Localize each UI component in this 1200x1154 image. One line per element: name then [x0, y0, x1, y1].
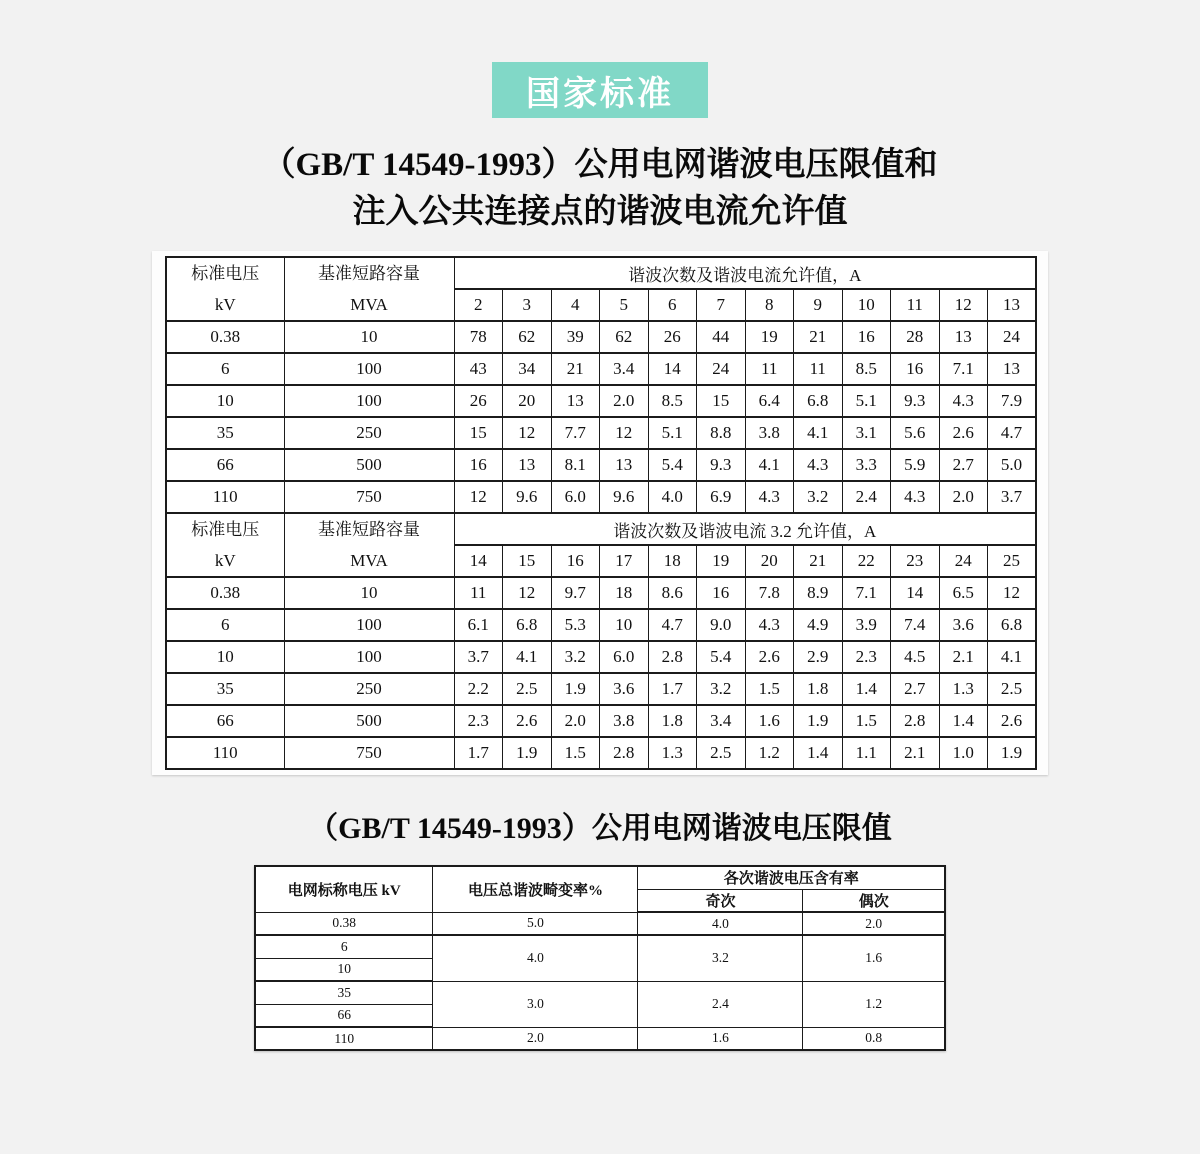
- harmonic-order-cell: 22: [842, 545, 891, 577]
- value-cell: 4.1: [794, 417, 843, 449]
- value-cell: 20: [503, 385, 552, 417]
- value-cell: 1.8: [794, 673, 843, 705]
- mva-cell: 750: [284, 737, 454, 769]
- value-cell: 2.7: [939, 449, 988, 481]
- value-cell: 39: [551, 321, 600, 353]
- value-cell: 6.5: [939, 577, 988, 609]
- value-cell: 1.8: [648, 705, 697, 737]
- value-cell: 6.0: [600, 641, 649, 673]
- harmonic-order-cell: 23: [891, 545, 940, 577]
- value-cell: 4.3: [891, 481, 940, 513]
- value-cell: 78: [454, 321, 503, 353]
- kv-cell: 66: [255, 1004, 433, 1027]
- table-row: [166, 385, 1036, 417]
- value-cell: 7.7: [551, 417, 600, 449]
- harmonic-order-cell: 3: [503, 289, 552, 321]
- table-row: [166, 321, 1036, 353]
- value-cell: 62: [503, 321, 552, 353]
- table-panel: [152, 251, 1048, 775]
- value-cell: 10: [600, 609, 649, 641]
- value-cell: 13: [939, 321, 988, 353]
- kv-cell: 6: [255, 935, 433, 958]
- value-cell: 7.9: [988, 385, 1037, 417]
- value-cell: 1.3: [648, 737, 697, 769]
- kv-cell: 35: [255, 981, 433, 1004]
- standard-voltage-column-header: [166, 257, 284, 321]
- value-cell: 2.6: [503, 705, 552, 737]
- value-cell: 3.6: [939, 609, 988, 641]
- odd-value-cell: 2.4: [638, 981, 803, 1027]
- thd-column-header: 电压总谐波畸变率%: [433, 866, 638, 912]
- value-cell: 15: [454, 417, 503, 449]
- value-cell: 6.9: [697, 481, 746, 513]
- value-cell: 7.1: [939, 353, 988, 385]
- value-cell: 14: [891, 577, 940, 609]
- table-header-row: [255, 866, 945, 889]
- value-cell: 2.9: [794, 641, 843, 673]
- thd-cell: 5.0: [433, 912, 638, 935]
- value-cell: 44: [697, 321, 746, 353]
- mva-cell: 100: [284, 641, 454, 673]
- odd-value-cell: 4.0: [638, 912, 803, 935]
- value-cell: 4.7: [988, 417, 1037, 449]
- value-cell: 2.0: [551, 705, 600, 737]
- value-cell: 8.9: [794, 577, 843, 609]
- value-cell: 26: [454, 385, 503, 417]
- value-cell: 16: [891, 353, 940, 385]
- table-row: [255, 1027, 945, 1050]
- kv-cell: 6: [166, 353, 284, 385]
- kv-cell: 66: [166, 705, 284, 737]
- value-cell: 3.2: [697, 673, 746, 705]
- value-cell: 8.8: [697, 417, 746, 449]
- value-cell: 2.0: [600, 385, 649, 417]
- value-cell: 2.8: [648, 641, 697, 673]
- value-cell: 3.4: [600, 353, 649, 385]
- short-circuit-capacity-column-header: [284, 513, 454, 577]
- value-cell: 13: [988, 353, 1037, 385]
- value-cell: 1.4: [939, 705, 988, 737]
- standard-voltage-column-header: [166, 513, 284, 577]
- page: [0, 62, 1200, 1051]
- value-cell: 21: [551, 353, 600, 385]
- value-cell: 15: [697, 385, 746, 417]
- kv-cell: 35: [166, 673, 284, 705]
- value-cell: 9.3: [697, 449, 746, 481]
- value-cell: 1.2: [745, 737, 794, 769]
- value-cell: 1.0: [939, 737, 988, 769]
- table-row: [166, 673, 1036, 705]
- value-cell: 8.5: [842, 353, 891, 385]
- value-cell: 3.1: [842, 417, 891, 449]
- harmonic-order-cell: 13: [988, 289, 1037, 321]
- value-cell: 1.9: [794, 705, 843, 737]
- value-cell: 9.3: [891, 385, 940, 417]
- table-row: [166, 609, 1036, 641]
- kv-cell: 0.38: [255, 912, 433, 935]
- value-cell: 12: [600, 417, 649, 449]
- harmonic-order-cell: 12: [939, 289, 988, 321]
- value-cell: 2.0: [939, 481, 988, 513]
- value-cell: 2.8: [891, 705, 940, 737]
- harmonic-order-cell: 24: [939, 545, 988, 577]
- harmonic-order-cell: 15: [503, 545, 552, 577]
- value-cell: 5.9: [891, 449, 940, 481]
- value-cell: 5.1: [842, 385, 891, 417]
- value-cell: 6.1: [454, 609, 503, 641]
- value-cell: 2.5: [503, 673, 552, 705]
- value-cell: 1.9: [551, 673, 600, 705]
- document-title-line-2: 注入公共连接点的谐波电流允许值: [352, 194, 848, 230]
- value-cell: 3.2: [551, 641, 600, 673]
- value-cell: 1.9: [988, 737, 1037, 769]
- value-cell: 2.6: [939, 417, 988, 449]
- voltage-limit-table-body: [255, 912, 945, 1050]
- header-line: 标准电压: [191, 264, 260, 283]
- value-cell: 12: [503, 417, 552, 449]
- mva-cell: 100: [284, 385, 454, 417]
- value-cell: 1.7: [454, 737, 503, 769]
- value-cell: 9.6: [600, 481, 649, 513]
- value-cell: 11: [794, 353, 843, 385]
- value-cell: 1.5: [842, 705, 891, 737]
- mva-cell: 750: [284, 481, 454, 513]
- kv-cell: 10: [166, 385, 284, 417]
- value-cell: 8.5: [648, 385, 697, 417]
- value-cell: 43: [454, 353, 503, 385]
- value-cell: 1.3: [939, 673, 988, 705]
- harmonic-order-cell: 19: [697, 545, 746, 577]
- header-line: kV: [214, 551, 236, 570]
- value-cell: 24: [988, 321, 1037, 353]
- value-cell: 3.7: [454, 641, 503, 673]
- value-cell: 5.4: [697, 641, 746, 673]
- table-row: [166, 577, 1036, 609]
- value-cell: 16: [454, 449, 503, 481]
- kv-cell: 10: [166, 641, 284, 673]
- mva-cell: 250: [284, 417, 454, 449]
- value-cell: 13: [551, 385, 600, 417]
- value-cell: 5.4: [648, 449, 697, 481]
- value-cell: 5.0: [988, 449, 1037, 481]
- value-cell: 12: [988, 577, 1037, 609]
- mva-cell: 10: [284, 321, 454, 353]
- value-cell: 1.4: [842, 673, 891, 705]
- odd-value-cell: 1.6: [638, 1027, 803, 1050]
- value-cell: 12: [454, 481, 503, 513]
- value-cell: 1.9: [503, 737, 552, 769]
- value-cell: 7.1: [842, 577, 891, 609]
- header-line: 基准短路容量: [318, 520, 420, 539]
- harmonic-order-cell: 21: [794, 545, 843, 577]
- value-cell: 8.6: [648, 577, 697, 609]
- value-cell: 4.1: [503, 641, 552, 673]
- voltage-limit-title: （GB/T 14549-1993）公用电网谐波电压限值: [308, 812, 892, 845]
- table-header-row: [166, 513, 1036, 545]
- kv-cell: 6: [166, 609, 284, 641]
- value-cell: 2.7: [891, 673, 940, 705]
- value-cell: 4.3: [939, 385, 988, 417]
- value-cell: 5.3: [551, 609, 600, 641]
- value-cell: 1.4: [794, 737, 843, 769]
- harmonic-order-cell: 5: [600, 289, 649, 321]
- table-row: [166, 641, 1036, 673]
- kv-cell: 110: [255, 1027, 433, 1050]
- even-value-cell: 0.8: [803, 1027, 945, 1050]
- table-row: [166, 737, 1036, 769]
- harmonic-current-table: [165, 256, 1037, 770]
- header-line: 标准电压: [191, 520, 260, 539]
- value-cell: 9.0: [697, 609, 746, 641]
- value-cell: 4.5: [891, 641, 940, 673]
- value-cell: 4.1: [745, 449, 794, 481]
- odd-order-column-header: 奇次: [638, 889, 803, 912]
- harmonic-order-cell: 25: [988, 545, 1037, 577]
- value-cell: 8.1: [551, 449, 600, 481]
- value-cell: 4.3: [745, 609, 794, 641]
- value-cell: 62: [600, 321, 649, 353]
- value-cell: 2.8: [600, 737, 649, 769]
- value-cell: 3.6: [600, 673, 649, 705]
- value-cell: 3.4: [697, 705, 746, 737]
- harmonic-order-cell: 11: [891, 289, 940, 321]
- value-cell: 3.2: [794, 481, 843, 513]
- harmonic-order-cell: 17: [600, 545, 649, 577]
- harmonic-order-cell: 10: [842, 289, 891, 321]
- national-standard-badge: 国家标准: [492, 62, 708, 118]
- even-order-column-header: 偶次: [803, 889, 945, 912]
- header-line: MVA: [350, 551, 388, 570]
- value-cell: 6.4: [745, 385, 794, 417]
- harmonic-order-cell: 4: [551, 289, 600, 321]
- value-cell: 2.2: [454, 673, 503, 705]
- value-cell: 13: [600, 449, 649, 481]
- thd-cell: 4.0: [433, 935, 638, 981]
- value-cell: 4.7: [648, 609, 697, 641]
- table-row: [166, 705, 1036, 737]
- kv-cell: 66: [166, 449, 284, 481]
- odd-value-cell: 3.2: [638, 935, 803, 981]
- mva-cell: 10: [284, 577, 454, 609]
- header-line: MVA: [350, 295, 388, 314]
- grid-voltage-column-header: 电网标称电压 kV: [255, 866, 433, 912]
- harmonic-order-cell: 8: [745, 289, 794, 321]
- value-cell: 28: [891, 321, 940, 353]
- value-cell: 2.6: [988, 705, 1037, 737]
- value-cell: 2.5: [988, 673, 1037, 705]
- value-cell: 9.6: [503, 481, 552, 513]
- harmonic-order-cell: 9: [794, 289, 843, 321]
- value-cell: 11: [745, 353, 794, 385]
- harmonic-current-table-body: [166, 257, 1036, 769]
- value-cell: 4.0: [648, 481, 697, 513]
- even-value-cell: 1.6: [803, 935, 945, 981]
- harmonic-order-cell: 18: [648, 545, 697, 577]
- value-cell: 13: [503, 449, 552, 481]
- mva-cell: 500: [284, 449, 454, 481]
- harmonic-order-cell: 20: [745, 545, 794, 577]
- value-cell: 7.8: [745, 577, 794, 609]
- value-cell: 1.6: [745, 705, 794, 737]
- harmonic-order-cell: 2: [454, 289, 503, 321]
- harmonic-span-header: 谐波次数及谐波电流允许值，A: [454, 257, 1036, 289]
- even-value-cell: 1.2: [803, 981, 945, 1027]
- mva-cell: 100: [284, 609, 454, 641]
- value-cell: 9.7: [551, 577, 600, 609]
- value-cell: 3.9: [842, 609, 891, 641]
- value-cell: 2.1: [891, 737, 940, 769]
- thd-cell: 2.0: [433, 1027, 638, 1050]
- value-cell: 3.3: [842, 449, 891, 481]
- value-cell: 6.8: [503, 609, 552, 641]
- value-cell: 2.3: [842, 641, 891, 673]
- short-circuit-capacity-column-header: [284, 257, 454, 321]
- value-cell: 2.5: [697, 737, 746, 769]
- harmonic-span-header: 谐波次数及谐波电流 3.2 允许值，A: [454, 513, 1036, 545]
- thd-cell: 3.0: [433, 981, 638, 1027]
- header-line: kV: [214, 295, 236, 314]
- value-cell: 11: [454, 577, 503, 609]
- mva-cell: 250: [284, 673, 454, 705]
- kv-cell: 10: [255, 958, 433, 981]
- value-cell: 2.1: [939, 641, 988, 673]
- mva-cell: 100: [284, 353, 454, 385]
- value-cell: 1.1: [842, 737, 891, 769]
- value-cell: 19: [745, 321, 794, 353]
- value-cell: 26: [648, 321, 697, 353]
- table-row: [255, 935, 945, 958]
- document-title-line-1: （GB/T 14549-1993）公用电网谐波电压限值和: [262, 147, 938, 183]
- value-cell: 3.7: [988, 481, 1037, 513]
- value-cell: 12: [503, 577, 552, 609]
- value-cell: 4.3: [794, 449, 843, 481]
- value-cell: 1.5: [745, 673, 794, 705]
- value-cell: 16: [697, 577, 746, 609]
- kv-cell: 0.38: [166, 321, 284, 353]
- value-cell: 16: [842, 321, 891, 353]
- value-cell: 6.8: [988, 609, 1037, 641]
- value-cell: 5.6: [891, 417, 940, 449]
- value-cell: 1.5: [551, 737, 600, 769]
- value-cell: 1.7: [648, 673, 697, 705]
- harmonic-content-group-header: 各次谐波电压含有率: [638, 866, 945, 889]
- value-cell: 4.3: [745, 481, 794, 513]
- value-cell: 2.4: [842, 481, 891, 513]
- value-cell: 24: [697, 353, 746, 385]
- table-header-row: [166, 257, 1036, 289]
- even-value-cell: 2.0: [803, 912, 945, 935]
- value-cell: 2.6: [745, 641, 794, 673]
- value-cell: 2.3: [454, 705, 503, 737]
- mva-cell: 500: [284, 705, 454, 737]
- value-cell: 4.1: [988, 641, 1037, 673]
- table-row: [255, 912, 945, 935]
- table-row: [166, 353, 1036, 385]
- table-row: [166, 481, 1036, 513]
- harmonic-order-cell: 14: [454, 545, 503, 577]
- table-row: [166, 449, 1036, 481]
- value-cell: 14: [648, 353, 697, 385]
- value-cell: 21: [794, 321, 843, 353]
- voltage-limit-table: [254, 865, 946, 1051]
- value-cell: 7.4: [891, 609, 940, 641]
- harmonic-order-cell: 16: [551, 545, 600, 577]
- document-title: [0, 142, 1200, 236]
- kv-cell: 35: [166, 417, 284, 449]
- value-cell: 18: [600, 577, 649, 609]
- value-cell: 5.1: [648, 417, 697, 449]
- value-cell: 4.9: [794, 609, 843, 641]
- value-cell: 3.8: [745, 417, 794, 449]
- table-row: [255, 981, 945, 1004]
- value-cell: 3.8: [600, 705, 649, 737]
- header-line: 基准短路容量: [318, 264, 420, 283]
- kv-cell: 0.38: [166, 577, 284, 609]
- kv-cell: 110: [166, 481, 284, 513]
- value-cell: 34: [503, 353, 552, 385]
- table-row: [166, 417, 1036, 449]
- kv-cell: 110: [166, 737, 284, 769]
- value-cell: 6.0: [551, 481, 600, 513]
- harmonic-order-cell: 6: [648, 289, 697, 321]
- value-cell: 6.8: [794, 385, 843, 417]
- harmonic-order-cell: 7: [697, 289, 746, 321]
